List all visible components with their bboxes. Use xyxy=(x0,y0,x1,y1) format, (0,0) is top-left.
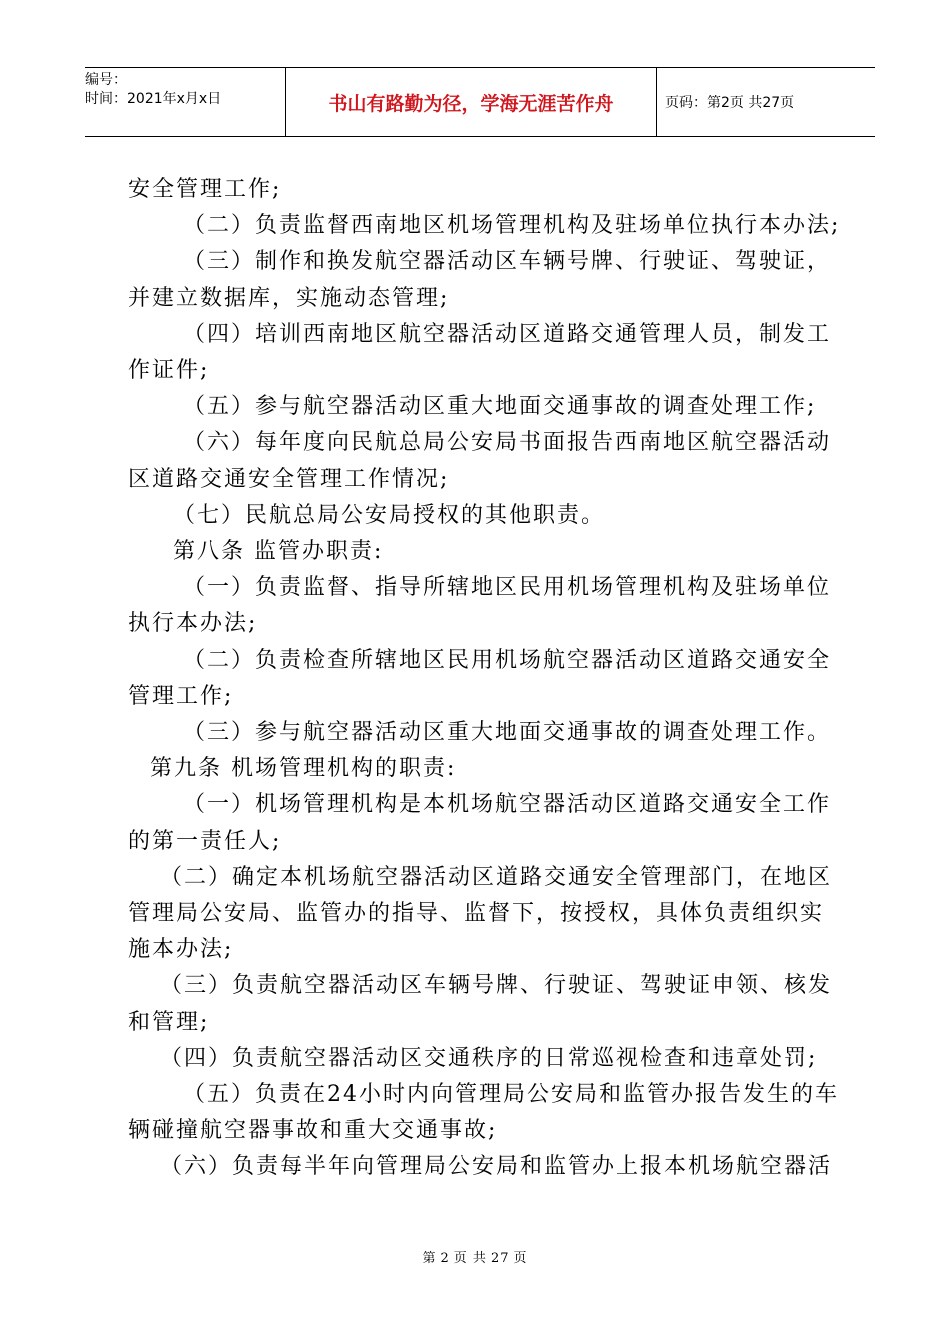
article-heading: 第八条 监管办职责: xyxy=(173,539,384,565)
paragraph-line: （四）培训西南地区航空器活动区道路交通管理人员，制发工 xyxy=(183,321,832,347)
paragraph-line: （五）负责在24小时内向管理局公安局和监管办报告发生的车 xyxy=(183,1082,839,1108)
paragraph-line: （七）民航总局公安局授权的其他职责。 xyxy=(173,502,606,528)
paragraph-line: （二）负责监督西南地区机场管理机构及驻场单位执行本办法; xyxy=(183,213,841,239)
header-meta xyxy=(85,68,285,136)
paragraph-line: 并建立数据库，实施动态管理; xyxy=(128,285,450,311)
footer-suffix: 页 xyxy=(513,1251,528,1266)
paragraph-line: 的第一责任人; xyxy=(128,828,282,854)
document-time-label: 时间：2021年x月x日 xyxy=(85,91,222,107)
paragraph-line: （五）参与航空器活动区重大地面交通事故的调查处理工作; xyxy=(183,394,817,420)
paragraph-line: 作证件; xyxy=(128,358,210,384)
paragraph-line: （四）负责航空器活动区交通秩序的日常巡视检查和违章处罚; xyxy=(160,1045,818,1071)
paragraph-line: 执行本办法; xyxy=(128,611,258,637)
paragraph-line: 安全管理工作; xyxy=(128,177,282,202)
page-header xyxy=(85,67,875,137)
paragraph-line: 辆碰撞航空器事故和重大交通事故; xyxy=(128,1118,498,1144)
paragraph-line: （三）参与航空器活动区重大地面交通事故的调查处理工作。 xyxy=(183,720,832,746)
paragraph-line: 管理工作; xyxy=(128,683,234,709)
paragraph-line: （六）每年度向民航总局公安局书面报告西南地区航空器活动 xyxy=(183,430,832,456)
paragraph-line: （一）机场管理机构是本机场航空器活动区道路交通安全工作 xyxy=(183,792,832,818)
document-body xyxy=(128,172,841,1186)
page-footer xyxy=(0,1247,950,1266)
header-page-info: 页码：第2页 共27页 xyxy=(665,95,795,111)
paragraph-line: 和管理; xyxy=(128,1009,210,1035)
article-heading: 第九条 机场管理机构的职责: xyxy=(150,756,457,782)
paragraph-line: （二）确定本机场航空器活动区道路交通安全管理部门，在地区 xyxy=(160,864,833,890)
paragraph-line: （二）负责检查所辖地区民用机场航空器活动区道路交通安全 xyxy=(183,647,832,673)
footer-total-pages: 27 xyxy=(490,1251,510,1266)
paragraph-line: （六）负责每半年向管理局公安局和监管办上报本机场航空器活 xyxy=(160,1154,833,1180)
footer-page-number: 2 xyxy=(440,1251,450,1266)
paragraph-line: 区道路交通安全管理工作情况; xyxy=(128,466,450,492)
paragraph-line: （三）制作和换发航空器活动区车辆号牌、行驶证、驾驶证， xyxy=(183,249,832,275)
paragraph-line: （一）负责监督、指导所辖地区民用机场管理机构及驻场单位 xyxy=(183,575,832,601)
paragraph-line: 施本办法; xyxy=(128,937,234,963)
header-motto: 书山有路勤为径，学海无涯苦作舟 xyxy=(285,68,657,136)
document-number-label: 编号： xyxy=(85,72,127,88)
paragraph-line: 管理局公安局、监管办的指导、监督下，按授权，具体负责组织实 xyxy=(128,901,825,927)
paragraph-line: （三）负责航空器活动区车辆号牌、行驶证、驾驶证申领、核发 xyxy=(160,973,833,999)
footer-prefix: 第 xyxy=(422,1251,437,1266)
footer-middle: 页 共 xyxy=(453,1251,487,1266)
